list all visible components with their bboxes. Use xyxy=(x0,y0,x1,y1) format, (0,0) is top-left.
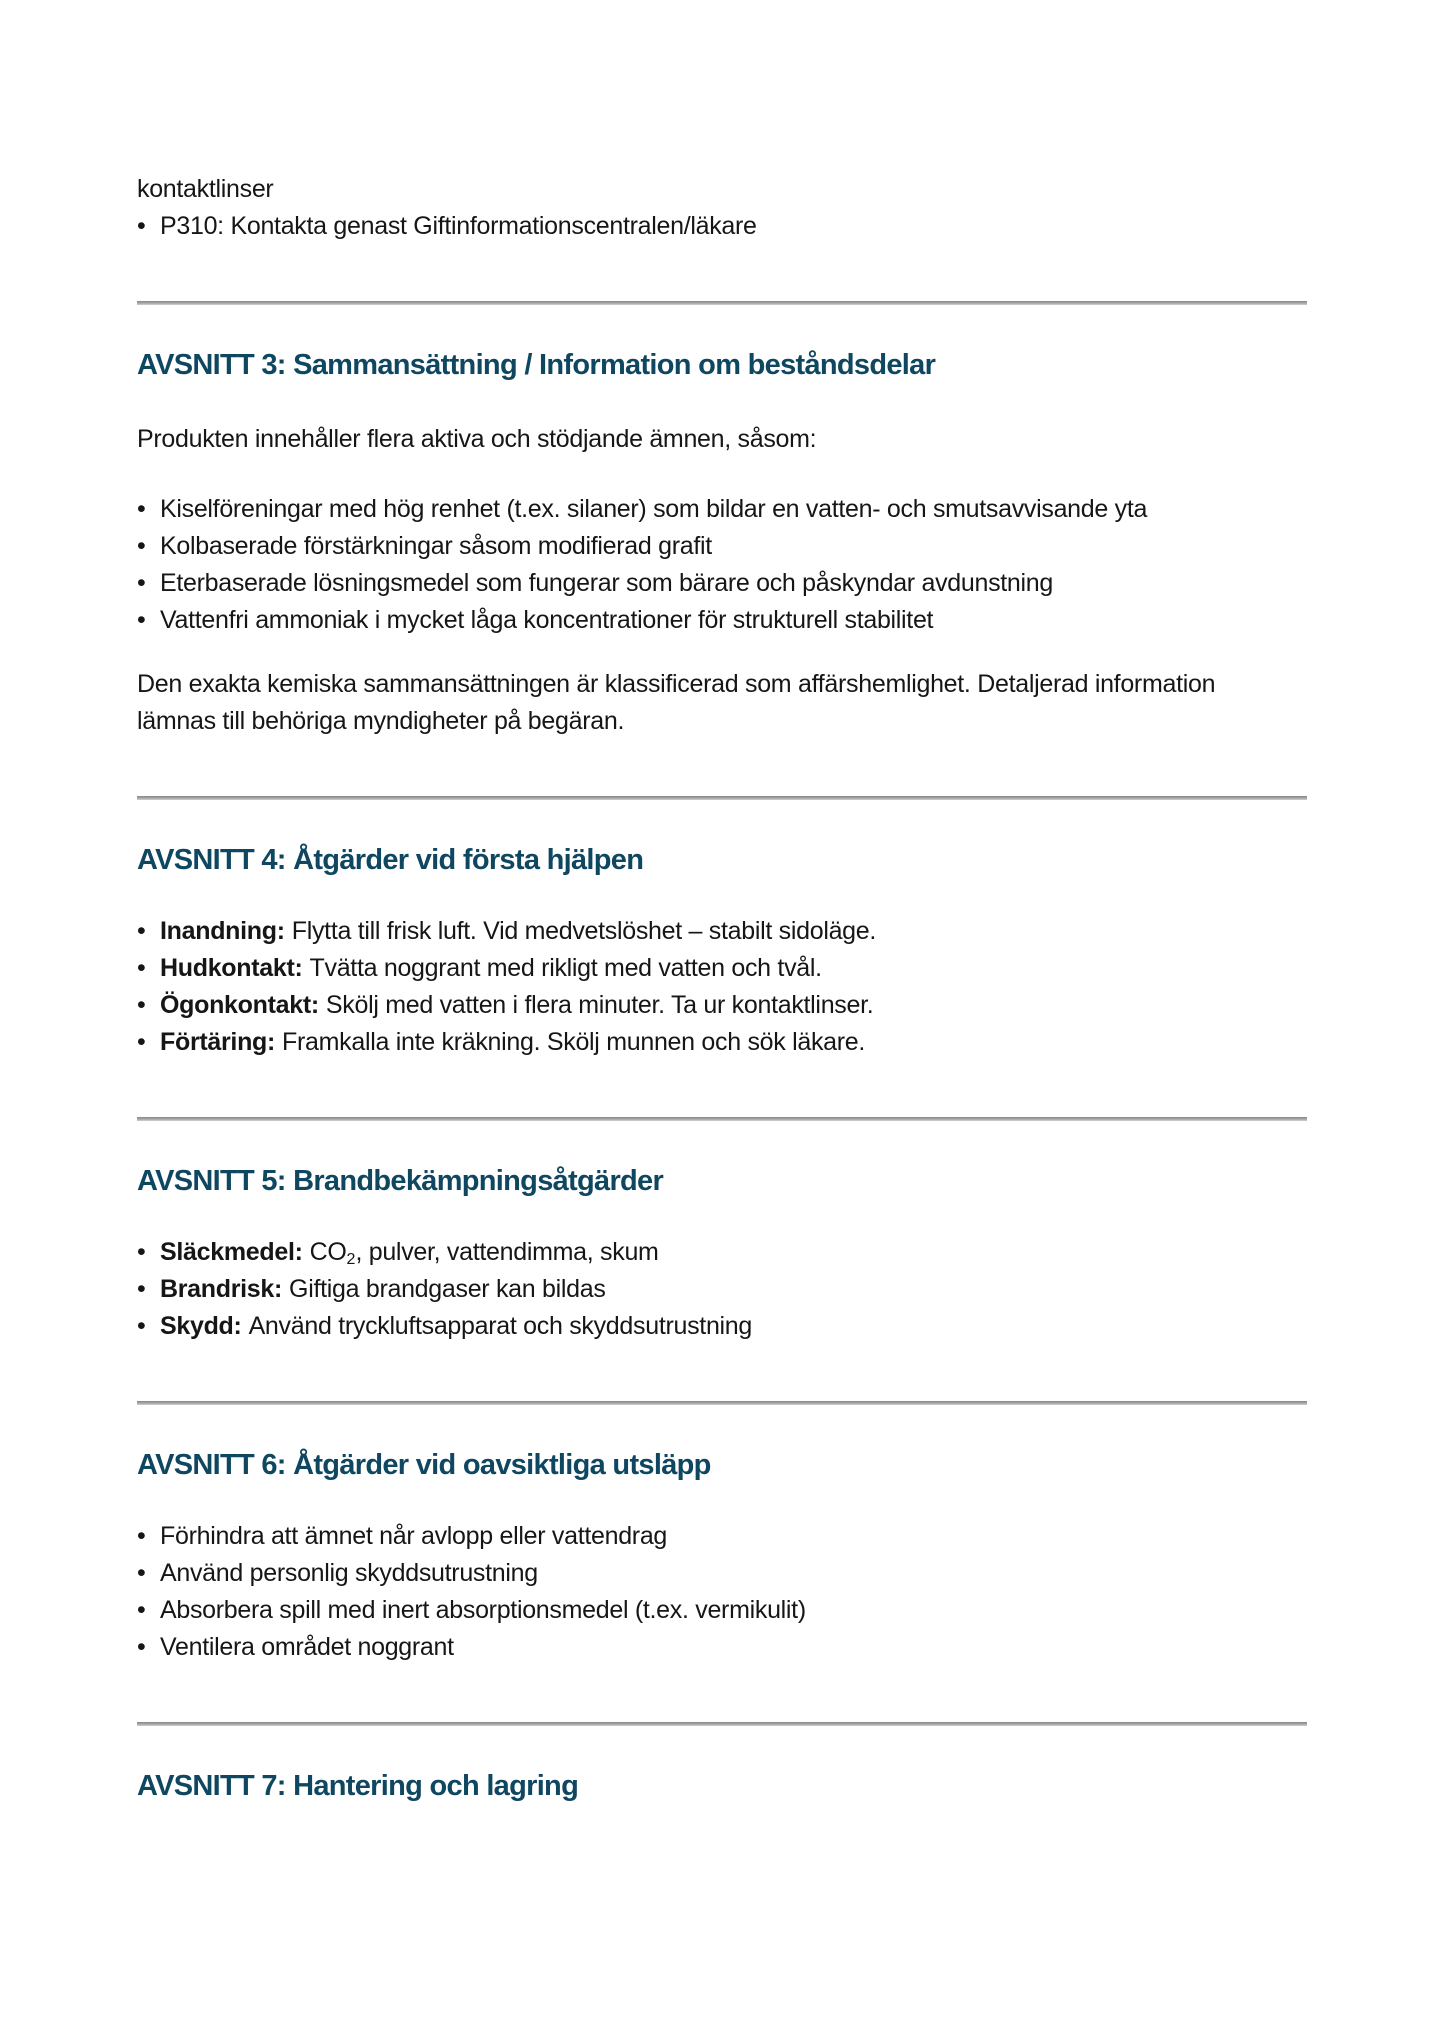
bullet-detail: , pulver, vattendimma, skum xyxy=(355,1238,659,1266)
list-item xyxy=(137,1592,1307,1629)
bullet-text: Kiselföreningar med hög renhet (t.ex. silaner) som bildar en vatten- och smutsavvisande yta xyxy=(160,495,1148,523)
list-item xyxy=(137,1271,1307,1308)
bullet-text xyxy=(160,1024,1307,1061)
bullet-icon: • xyxy=(137,917,146,945)
bullet-label: Skydd: xyxy=(160,1312,242,1340)
bullet-icon: • xyxy=(137,1559,146,1587)
list-item xyxy=(137,602,1307,639)
list-item xyxy=(137,528,1307,565)
bullet-text: Eterbaserade lösningsmedel som fungerar som bärare och påskyndar avdunstning xyxy=(160,569,1053,597)
list-item xyxy=(137,1629,1307,1666)
bullet-icon: • xyxy=(137,1028,146,1056)
list-item xyxy=(137,208,1307,245)
section-divider xyxy=(137,796,1307,800)
section-avsnitt-6 xyxy=(137,1445,1307,1666)
bullet-detail: Flytta till frisk luft. Vid medvetslöshet – stabilt sidoläge. xyxy=(291,917,877,945)
section-avsnitt-5 xyxy=(137,1161,1307,1345)
section-divider xyxy=(137,1401,1307,1405)
bullet-text: Förhindra att ämnet når avlopp eller vattendrag xyxy=(160,1522,668,1550)
section-divider xyxy=(137,301,1307,305)
bullet-icon: • xyxy=(137,569,146,597)
bullet-label: Brandrisk: xyxy=(160,1275,283,1303)
fire-fighting-list xyxy=(137,1234,1307,1345)
bullet-icon: • xyxy=(137,1596,146,1624)
composition-intro: Produkten innehåller flera aktiva och stödjande ämnen, såsom: xyxy=(137,425,817,453)
list-item xyxy=(137,913,1307,950)
bullet-text: Ventilera området noggrant xyxy=(160,1633,454,1661)
bullet-icon: • xyxy=(137,991,146,1019)
bullet-text: Kolbaserade förstärkningar såsom modifierad grafit xyxy=(160,532,712,560)
bullet-icon: • xyxy=(137,1633,146,1661)
section-heading: AVSNITT 6: Åtgärder vid oavsiktliga utsläpp xyxy=(137,1449,711,1481)
list-item xyxy=(137,1518,1307,1555)
bullet-text: Vattenfri ammoniak i mycket låga koncentrationer för strukturell stabilitet xyxy=(160,606,934,634)
section-divider xyxy=(137,1117,1307,1121)
bullet-icon: • xyxy=(137,1238,146,1266)
section-heading: AVSNITT 7: Hantering och lagring xyxy=(137,1770,579,1802)
bullet-icon: • xyxy=(137,212,146,240)
section-avsnitt-3 xyxy=(137,345,1307,740)
bullet-label: Förtäring: xyxy=(160,1028,276,1056)
bullet-detail: Använd tryckluftsapparat och skyddsutrustning xyxy=(248,1312,753,1340)
list-item xyxy=(137,491,1307,528)
bullet-text xyxy=(160,950,1307,987)
bullet-icon: • xyxy=(137,532,146,560)
p310-statement: P310: Kontakta genast Giftinformationscentralen/läkare xyxy=(160,212,757,240)
bullet-icon: • xyxy=(137,606,146,634)
list-item xyxy=(137,1024,1307,1061)
bullet-label: Hudkontakt: xyxy=(160,954,303,982)
section-heading: AVSNITT 5: Brandbekämpningsåtgärder xyxy=(137,1165,664,1197)
bullet-text xyxy=(160,913,1307,950)
accidental-release-list xyxy=(137,1518,1307,1666)
bullet-icon: • xyxy=(137,1522,146,1550)
composition-confidentiality-note: Den exakta kemiska sammansättningen är klassificerad som affärshemlighet. Detaljerad information lämnas till behöriga myndigheter på begäran. xyxy=(137,670,1216,735)
list-item xyxy=(137,987,1307,1024)
section-divider xyxy=(137,1722,1307,1726)
list-item xyxy=(137,1308,1307,1345)
bullet-text: Absorbera spill med inert absorptionsmedel (t.ex. vermikulit) xyxy=(160,1596,806,1624)
section-avsnitt-7 xyxy=(137,1766,1307,1806)
list-item xyxy=(137,1555,1307,1592)
list-item xyxy=(137,1234,1307,1271)
section-avsnitt-4 xyxy=(137,840,1307,1061)
bullet-detail: Framkalla inte kräkning. Skölj munnen och sök läkare. xyxy=(282,1028,866,1056)
bullet-icon: • xyxy=(137,495,146,523)
section-heading: AVSNITT 3: Sammansättning / Information om beståndsdelar xyxy=(137,349,936,381)
list-item xyxy=(137,950,1307,987)
bullet-icon: • xyxy=(137,954,146,982)
continuation-text: kontaktlinser xyxy=(137,175,274,203)
composition-list xyxy=(137,491,1307,639)
bullet-text xyxy=(160,1234,1307,1271)
section-heading: AVSNITT 4: Åtgärder vid första hjälpen xyxy=(137,844,644,876)
bullet-label: Släckmedel: xyxy=(160,1238,303,1266)
chemical-formula: CO xyxy=(309,1238,347,1266)
bullet-text xyxy=(160,987,1307,1024)
bullet-icon: • xyxy=(137,1275,146,1303)
bullet-text: Använd personlig skyddsutrustning xyxy=(160,1559,538,1587)
bullet-label: Ögonkontakt: xyxy=(160,991,319,1019)
bullet-detail: Giftiga brandgaser kan bildas xyxy=(289,1275,606,1303)
bullet-icon: • xyxy=(137,1312,146,1340)
bullet-detail: Skölj med vatten i flera minuter. Ta ur kontaktlinser. xyxy=(325,991,874,1019)
list-item xyxy=(137,565,1307,602)
first-aid-list xyxy=(137,913,1307,1061)
bullet-text xyxy=(160,1308,1307,1345)
bullet-text xyxy=(160,1271,1307,1308)
bullet-label: Inandning: xyxy=(160,917,285,945)
bullet-detail: Tvätta noggrant med rikligt med vatten och tvål. xyxy=(309,954,822,982)
formula-subscript: 2 xyxy=(346,1251,356,1268)
